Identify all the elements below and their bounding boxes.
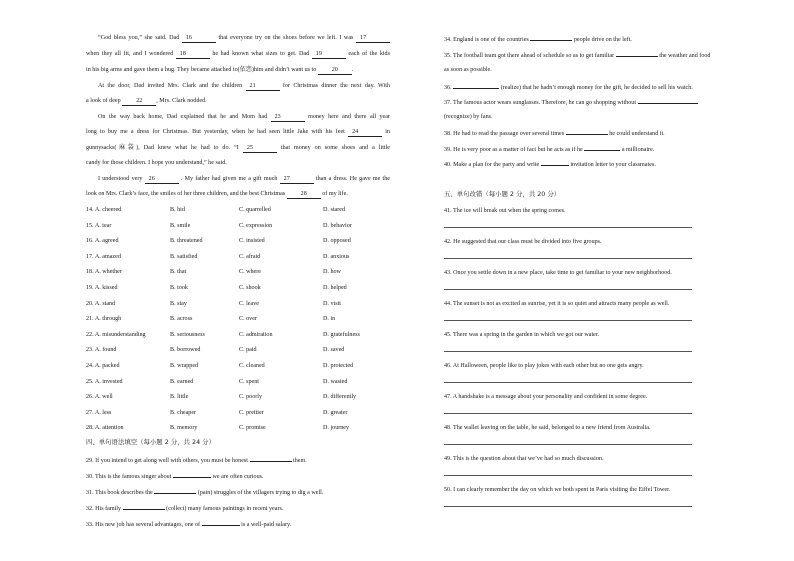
passage-text: On the way back home, Dad explained that he and Mom had [98,114,268,120]
option-b[interactable]: B. across [170,316,193,323]
choice-row [86,300,390,308]
option-d[interactable]: D. helped [323,285,347,291]
passage-text: money here and there all year [308,114,390,120]
option-a-text: A. less [94,409,112,416]
option-c[interactable]: C. paid [239,347,257,354]
choice-row [86,346,390,354]
question-number: 26. [86,394,94,401]
fill-in-text: people drive on the left. [573,37,632,43]
correction-item: 50. I can clearly remember the day on which we both spent in Paris visiting the Eiffel Tower. [444,487,671,493]
correction-item: 48. The wallet leaving on the table, he said, belonged to a new friend from Australia. [444,425,651,431]
passage-text: I understood very [98,176,143,182]
fill-in-text: invitation letter to your classmates. [570,162,656,168]
option-a[interactable] [86,253,121,261]
fill-in-text: as soon as possible. [444,67,492,73]
cloze-blank-24[interactable]: 24 [348,129,382,137]
option-b[interactable]: B. smile [170,222,191,229]
option-a[interactable] [86,284,118,292]
passage-line [86,175,390,184]
fill-in-item [444,82,749,92]
option-a[interactable] [86,409,111,417]
fill-in-blank[interactable] [530,34,572,41]
question-number: 25. [86,378,94,385]
question-number: 28. [86,425,94,432]
cloze-blank-18[interactable]: 18 [176,51,210,59]
correction-item: 47. A handshake is a message about your personality and confident in some degree. [444,394,648,400]
passage-text: that everyone try on the shoes before we left. I was [218,35,354,41]
option-c[interactable]: C. cleaned [239,363,265,369]
option-a[interactable] [86,315,121,323]
passage-line [86,50,390,59]
fill-in-item [86,471,390,481]
option-a-text: A. through [94,316,122,323]
option-a[interactable] [86,378,123,386]
option-a[interactable] [86,237,119,245]
correction-item: 46. At Halloween, people like to play jokes with each other but no one gets angry. [444,363,644,369]
fill-in-blank[interactable] [123,503,165,510]
option-b[interactable]: B. stay [170,300,187,307]
passage-text: “God bless you,” she said. Dad [98,35,180,41]
fill-in-item [86,455,390,465]
fill-in-text: a millionaire. [621,147,655,153]
correction-item: 44. The sunset is not as excited as sunrise, yet it is so quiet and attracts many people as well. [444,301,670,307]
option-c[interactable]: C. spent [239,378,259,385]
option-c[interactable]: C. insisted [239,238,265,245]
option-a-text: A. attention [94,425,124,432]
choice-row [86,222,390,230]
cloze-blank-22[interactable]: 22 [122,98,156,106]
option-b[interactable]: B. wrapped [170,363,199,369]
choice-row [86,331,390,339]
option-a[interactable] [86,206,121,214]
fill-in-blank[interactable] [173,471,211,478]
option-b[interactable]: B. borrowed [170,347,201,354]
answer-line[interactable] [444,506,692,507]
cloze-blank-19[interactable]: 19 [312,51,346,59]
option-b[interactable]: B. seriousness [170,331,205,338]
cloze-blank-26[interactable]: 26 [145,176,179,184]
passage-text: that money on some shoes and a little [280,145,390,151]
correction-item: 45. There was a spring in the garden in which we got our water. [444,332,600,338]
passage-line [86,82,390,91]
fill-in-text: 30. This is the famous singer about [86,474,172,480]
passage-text: when they all fit, and I wondered [86,51,174,57]
choice-row [86,315,390,323]
option-a[interactable] [86,222,111,230]
passage-text: a look of deep [86,98,121,104]
option-d[interactable]: D. wasted [323,378,348,385]
choice-row [86,362,390,370]
option-a[interactable] [86,268,122,276]
option-b[interactable]: B. memory [170,425,198,432]
option-a-text: A. amazed [94,253,121,260]
cloze-blank-28[interactable]: 28 [287,191,321,199]
passage-text: than a dress. He gave me the [315,176,390,182]
cloze-blank-16[interactable]: 16 [182,35,216,43]
question-number: 23. [86,347,94,354]
passage-line [86,159,390,167]
option-a-text: A. packed [94,363,120,369]
choice-row [86,206,390,214]
option-b[interactable]: B. little [170,394,189,401]
choice-row [86,253,390,261]
option-c[interactable]: C. promise [239,425,266,432]
fill-in-text: 35. The football team got there ahead of schedule so as to get familiar [444,53,615,59]
choice-row [86,237,390,245]
option-b[interactable]: B. that [170,269,187,276]
fill-in-item [444,66,749,74]
passage-text: in his big arms and gave them a hug. They became attached to(依恋)him and didn’t want us to [86,67,317,73]
option-b[interactable]: B. earned [170,378,194,385]
fill-in-blank[interactable] [638,97,698,104]
option-c[interactable]: C. afraid [239,253,261,260]
choice-row [86,284,390,292]
option-d[interactable]: D. how [323,269,341,276]
fill-in-item [86,503,390,513]
fill-in-text: (collect) many famous paintings in recent years. [166,506,284,512]
fill-in-text: 32. His family [86,506,122,512]
cloze-blank-17[interactable]: 17 [356,35,390,43]
fill-in-text: 39. He is very poor as a matter of fact but he acts as if he [444,147,583,153]
fill-in-blank[interactable] [154,487,196,494]
option-c[interactable]: C. poorly [239,394,263,401]
option-b[interactable]: B. hid [170,207,185,213]
fill-in-blank[interactable] [250,455,292,462]
option-a-text: A. whether [94,269,122,276]
option-d[interactable]: D. gratefulness [323,331,360,338]
passage-line [86,190,390,199]
fill-in-text: 29. If you intend to get along well with others, you must be honest [86,458,248,464]
question-number: 15. [86,222,94,229]
fill-in-blank[interactable] [541,159,569,166]
answer-line[interactable] [444,351,692,352]
question-number: 20. [86,300,94,307]
passage-text: he had known what sizes to get. Dad [212,51,310,57]
passage-text: gunnysacks(麻袋), Dad knew what he had to do. “I [86,145,239,151]
answer-line[interactable] [444,258,692,259]
passage-text: . My father had given me a gift much [180,176,278,182]
correction-item: 41. The ice will break out when the spring comes. [444,208,566,214]
cloze-blank-20[interactable]: 20 [318,67,352,75]
fill-in-blank[interactable] [453,82,499,89]
option-c[interactable]: C. expression [239,222,273,229]
fill-in-blank[interactable] [202,519,240,526]
option-a-text: A. well [94,394,113,401]
fill-in-item [444,34,749,44]
fill-in-text: the weather and food [659,53,711,59]
option-c[interactable]: C. shook [239,285,261,291]
passage-text: for Christmas dinner the next day. With [282,83,390,89]
option-d[interactable]: D. stared [323,207,345,213]
question-number: 18. [86,269,94,276]
section-five-heading: 五、单句改错（每小题 2 分，共 20 分） [444,190,561,198]
fill-in-blank[interactable] [616,50,658,57]
option-d[interactable]: D. visit [323,300,341,307]
choice-row [86,268,390,276]
option-c[interactable]: C. admiration [239,331,273,338]
fill-in-text: 40. Make a plan for the party and write [444,162,540,168]
option-d[interactable]: D. opposed [323,238,351,245]
cloze-blank-27[interactable]: 27 [280,176,314,184]
option-a[interactable] [86,424,124,432]
option-c[interactable]: C. quarrelled [239,207,271,213]
fill-in-text: we are often curious. [212,474,264,480]
fill-in-text: 38. He had to read the passage over several times [444,131,565,137]
option-d[interactable]: D. behavior [323,222,352,229]
fill-in-item [444,97,749,107]
answer-line[interactable] [444,444,692,445]
option-a[interactable] [86,393,113,401]
option-b[interactable]: B. satisfied [170,253,198,260]
fill-in-item [444,113,749,121]
question-number: 22. [86,331,94,338]
question-number: 16. [86,238,94,245]
option-a-text: A. invested [94,378,123,385]
correction-item: 43. Once you settle down in a new place, take time to get familiar to your new neighborhood. [444,270,672,276]
question-number: 27. [86,409,94,416]
option-a[interactable] [86,331,146,339]
option-c[interactable]: C. over [239,316,257,323]
option-a-text: A. misunderstanding [94,331,146,338]
option-a-text: A. stand [94,300,116,307]
option-a-text: A. kissed [94,285,118,291]
option-d[interactable]: D. journey [323,425,350,432]
option-b[interactable]: B. cheaper [170,409,197,416]
passage-line [86,144,390,153]
option-a[interactable] [86,300,115,308]
fill-in-text: 36. [444,85,452,91]
passage-line [86,113,390,122]
option-c[interactable]: C. leave [239,300,259,307]
fill-in-blank[interactable] [566,128,608,135]
fill-in-text: (pain) struggles of the villagers trying to dig a well. [197,490,324,496]
passage-text: candy for those children. I hope you understand,” he said. [86,160,227,166]
passage-line [86,97,390,106]
answer-line[interactable] [444,320,692,321]
correction-item: 49. This is the question about that we’ve had so much discussion. [444,456,604,462]
fill-in-text: 34. England is one of the countries [444,37,529,43]
question-number: 14. [86,207,94,213]
answer-line[interactable] [444,289,692,290]
passage-text: in [385,129,390,135]
answer-line[interactable] [444,475,692,476]
correction-item: 42. He suggested that our class must be divided into five groups. [444,239,602,245]
cloze-blank-25[interactable]: 25 [243,145,277,153]
option-d[interactable]: D. anxious [323,253,350,260]
option-c[interactable]: C. prettier [239,409,264,416]
choice-row [86,409,390,417]
option-b[interactable]: B. took [170,285,188,291]
option-a[interactable] [86,362,120,370]
option-a-text: A. found [94,347,117,354]
fill-in-text: them. [293,458,307,464]
question-number: 19. [86,285,94,291]
passage-text: long to buy me a dress for Christmas. But yesterday, when he had seen little Jake with his feet [86,129,345,135]
option-c[interactable]: C. where [239,269,261,276]
option-a-text: A. cheered [94,207,122,213]
fill-in-text: (realize) that he hadn’t enough money for the gift, he decided to sell his watch. [500,85,693,91]
passage-text: look on Mrs. Clark’s face, the smiles of her three children, and the best Christmas [86,191,286,197]
cloze-blank-23[interactable]: 23 [271,114,305,122]
fill-in-item [444,50,749,60]
passage-text: of my life. [322,191,348,197]
choice-row [86,378,390,386]
question-number: 21. [86,316,94,323]
passage-text: , Mrs. Clark nodded. [156,98,207,104]
option-d[interactable]: D. protected [323,363,354,369]
fill-in-item [86,487,390,497]
option-a[interactable] [86,346,116,354]
answer-line[interactable] [444,227,692,228]
fill-in-item [86,519,390,529]
fill-in-text: he could understand it. [609,131,665,137]
passage-line [86,128,390,137]
fill-in-text: 37. The famous actor wears sunglasses. Therefore, he can go shopping without [444,100,637,106]
passage-text: At the door, Dad invited Mrs. Clark and the children [98,83,243,89]
option-a-text: A. agreed [94,238,119,245]
choice-row [86,424,390,432]
fill-in-text: 33. His new job has several advantages, one of [86,522,201,528]
option-a-text: A. tear [94,222,112,229]
answer-line[interactable] [444,413,692,414]
choice-row [86,393,390,401]
passage-line [86,66,390,75]
cloze-blank-21[interactable]: 21 [246,83,280,91]
fill-in-text: (recognize) by fans. [444,114,493,120]
answer-line[interactable] [444,382,692,383]
fill-in-blank[interactable] [584,144,620,151]
option-b[interactable]: B. threatened [170,238,203,245]
option-d[interactable]: D. differently [323,394,357,401]
passage-line [86,34,390,43]
option-d[interactable]: D. in [323,316,336,323]
fill-in-item [444,128,749,138]
question-number: 24. [86,363,94,369]
passage-text: each of the kids [348,51,390,57]
passage-text: . [351,67,354,73]
question-number: 17. [86,253,94,260]
option-d[interactable]: D. greater [323,409,348,416]
fill-in-text: 31. This book describes the [86,490,153,496]
fill-in-item [444,144,749,154]
fill-in-text: is a well-paid salary. [241,522,292,528]
section-four-heading: 四、单句语法填空（每小题 2 分，共 24 分） [86,438,215,446]
fill-in-item [444,159,749,169]
option-d[interactable]: D. saved [323,347,345,354]
